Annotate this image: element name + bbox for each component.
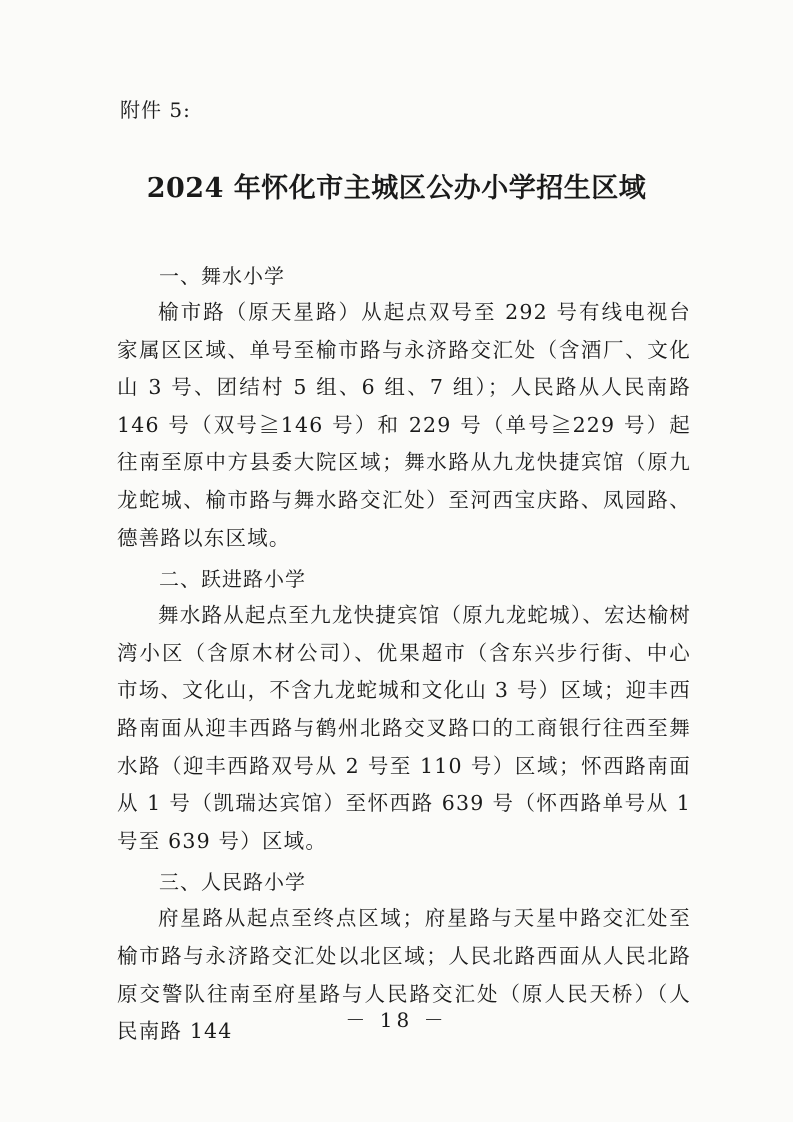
- section-text-yuejinlu: 舞水路从起点至九龙快捷宾馆（原九龙蛇城）、宏达榆树湾小区（含原木材公司）、优果超市（含东兴步行街、中心市场、文化山，不含九龙蛇城和文化山 3 号）区域；迎丰西路南面从迎丰西路与鹤州北路交叉路口的工商银行往西至舞水路（迎丰西路双号从 2 号至 110 号）区域；怀西路南面从 1 号（凯瑞达宾馆）至怀西路 639 号（怀西路单号从 1 号至 639 号）区域。: [117, 603, 691, 853]
- section-heading-renminlu: 三、人民路小学: [159, 870, 306, 895]
- section-text-renminlu: 府星路从起点至终点区域；府星路与天星中路交汇处至榆市路与永济路交汇处以北区域；人民北路西面从人民北路原交警队往南至府星路与人民路交汇处（原人民天桥）（人民南路 144: [117, 906, 691, 1044]
- page-number: － 18 －: [345, 1008, 448, 1032]
- section-heading-wushui: 一、舞水小学: [159, 264, 285, 288]
- document-title: 2024 年怀化市主城区公办小学招生区域: [146, 173, 647, 204]
- attachment-label: 附件 5:: [120, 98, 191, 122]
- section-text-wushui: 榆市路（原天星路）从起点双号至 292 号有线电视台家属区区域、单号至榆市路与永济路交汇处（含酒厂、文化山 3 号、团结村 5 组、6 组、7 组）；人民路从人民南路 146 号（双号≧146 号）和 229 号（单号≧229 号）起往南至原中方县委大院区域；舞水路从九龙快捷宾馆（原九龙蛇城、榆市路与舞水路交汇处）至河西宝庆路、凤园路、德善路以东区域。: [117, 300, 691, 550]
- document-body: [117, 254, 691, 1055]
- section-heading-yuejinlu: 二、跃进路小学: [159, 567, 306, 592]
